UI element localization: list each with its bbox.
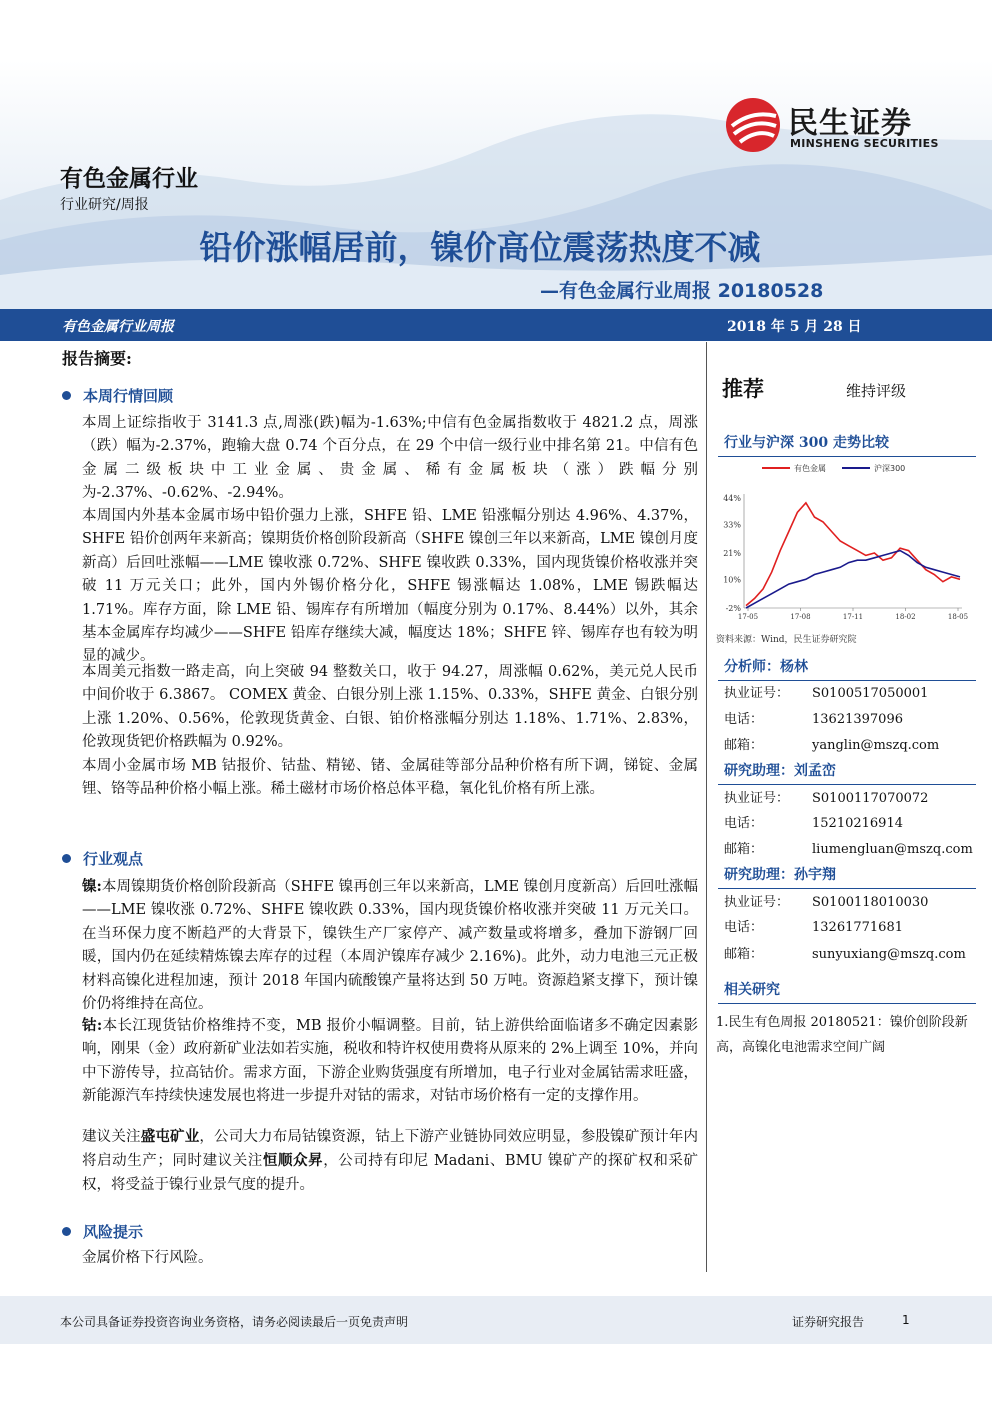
review-paragraph-1: 本周上证综指收于 3141.3 点,周涨(跌)幅为-1.63%;中信有色金属指数收于 4821.2 点，周涨（跌）幅为-2.37%，跑输大盘 0.74 个百分点，在 29 个中信一级行业中排名第 21。中信有色金属二级板块中工业金属、贵金属、稀有金属板块（涨）跌幅分别为-2.37%、-0.62%、-2.94%。	[82, 415, 698, 502]
page-number: 1	[902, 1313, 910, 1327]
review-paragraph-3: 本周美元指数一路走高，向上突破 94 整数关口，收于 94.27，周涨幅 0.62%，美元兑人民币中间价收于 6.3867。 COMEX 黄金、白银分别上涨 1.15%、0.33%，SHFE 黄金、白银分别上涨 1.20%、0.56%，伦敦现货黄金、白银、铂价格涨幅分别达 1.18%、1.71%、2.83%，伦敦现货钯价格跌幅为 0.92%。	[82, 664, 698, 751]
assistant1-heading: 研究助理：刘孟峦	[718, 756, 976, 785]
risk-text: 金属价格下行风险。	[82, 1250, 213, 1266]
assistant1-email: 邮箱： liumengluan@mszq.com	[724, 842, 973, 857]
assistant2-cert: 执业证号： S0100118010030	[724, 895, 929, 910]
bullet-icon	[62, 1227, 71, 1236]
cobalt-paragraph: 钴:本长江现货钴价格维持不变，MB 报价小幅调整。目前，钴上游供给面临诸多不确定因素影响，刚果（金）政府新矿业法如若实施，税收和特许权使用费将从原来的 2%上调至 10%，并向中下游传导，拉高钴价。需求方面，下游企业购货强度有所增加，电子行业对金属钴需求旺盛，新能源汽车持续快速发展也将进一步提升对钴的需求，对钴市场价格有一定的支撑作用。	[82, 1017, 698, 1105]
y-tick-label: -2%	[725, 604, 741, 613]
minsheng-logo-icon	[722, 96, 784, 154]
assistant2-heading: 研究助理：孙宇翔	[718, 860, 976, 889]
suggestion-paragraph: 建议关注盛屯矿业，公司大力布局钴镍资源，钴上下游产业链协同效应明显，参股镍矿预计年内将启动生产；同时建议关注恒顺众昇，公司持有印尼 Madani、BMU 镍矿产的探矿权和采矿权，将受益于镍行业景气度的提升。	[82, 1128, 699, 1193]
x-tick-label: 18-02	[895, 613, 916, 621]
analyst-cert: 执业证号： S0100517050001	[724, 686, 929, 701]
footer-disclaimer: 本公司具备证券投资咨询业务资格，请务必阅读最后一页免责声明	[60, 1315, 409, 1329]
chart-heading: 行业与沪深 300 走势比较	[718, 428, 976, 457]
bullet-icon	[62, 391, 71, 400]
y-axis	[723, 494, 744, 613]
report-title: 铅价涨幅居前，镍价高位震荡热度不减	[199, 228, 761, 267]
company-1: 盛屯矿业	[140, 1128, 200, 1145]
brand-name-en: MINSHENG SECURITIES	[790, 137, 939, 150]
chart-source: 资料来源：Wind，民生证券研究院	[716, 635, 857, 645]
section-risk: 风险提示	[62, 1221, 143, 1242]
bullet-icon	[62, 854, 71, 863]
legend-label: 沪深300	[874, 464, 906, 473]
brand-name-cn: 民生证券	[788, 106, 912, 141]
related-heading: 相关研究	[718, 975, 976, 1004]
report-type: 行业研究/周报	[60, 197, 149, 213]
column-divider	[706, 342, 707, 1272]
x-axis	[738, 608, 968, 621]
report-date: 2018 年 5 月 28 日	[727, 319, 862, 335]
brand-logo	[722, 96, 962, 156]
series-line-1	[746, 551, 960, 608]
x-tick-label: 18-05	[947, 613, 969, 621]
x-tick-label: 17-08	[790, 613, 811, 621]
assistant2-email: 邮箱： sunyuxiang@mszq.com	[724, 947, 966, 962]
bar-report-name: 有色金属行业周报	[62, 319, 174, 335]
y-tick-label: 10%	[723, 575, 741, 585]
review-paragraph-2: 本周国内外基本金属市场中铅价强力上涨，SHFE 铅、LME 铅涨幅分别达 4.96%、4.37%，SHFE 铅价创两年来新高；镍期货价格创阶段新高（SHFE 镍创三年以来新高，LME 镍创月度新高）后回吐涨幅——LME 镍收涨 0.72%、SHFE 镍收跌 0.33%，国内现货镍价格收涨并突破 11 万元关口；此外，国内外锡价格分化，SHFE 锡涨幅达 1.08%，LME 锡跌幅达 1.71%。库存方面，除 LME 铅、锡库存有所增加（幅度分别为 0.17%、8.44%）以外，其余基本金属库存均减少——SHFE 铅库存继续大减，幅度达 18%；SHFE 锌、锡库存也有较为明显的减少。	[82, 508, 698, 665]
y-tick-label: 33%	[723, 520, 741, 530]
y-tick-label: 21%	[723, 549, 741, 558]
section-weekly-review: 本周行情回顾	[62, 385, 173, 406]
assistant1-cert: 执业证号： S0100117070072	[724, 791, 929, 806]
analyst-phone: 电话： 13621397096	[724, 712, 903, 727]
report-subtitle: —有色金属行业周报 20180528	[540, 280, 824, 302]
x-tick-label: 17-11	[842, 613, 864, 621]
y-tick-label: 44%	[723, 494, 741, 503]
analyst-email: 邮箱： yanglin@mszq.com	[724, 738, 940, 753]
x-tick-label: 17-05	[737, 613, 759, 621]
footer-label: 证券研究报告	[792, 1315, 865, 1329]
company-2: 恒顺众昇	[262, 1152, 324, 1170]
chart-lines	[746, 503, 960, 608]
section-industry-view: 行业观点	[62, 848, 143, 869]
nickel-label: 镍:	[82, 878, 102, 895]
related-report-link[interactable]: 1.民生有色周报 20180521：镍价创阶段新高，高镍化电池需求空间广阔	[716, 1015, 968, 1055]
summary-heading: 报告摘要:	[62, 349, 132, 368]
rating: 维持评级	[846, 382, 907, 400]
nickel-paragraph: 镍:本周镍期货价格创阶段新高（SHFE 镍再创三年以来新高，LME 镍创月度新高）后回吐涨幅——LME 镍收涨 0.72%、SHFE 镍收跌 0.33%，国内现货镍价格收涨并突破 11 万元关口。在当环保力度不断趋严的大背景下，镍铁生产厂家停产、减产数量或将增多，叠加下游钢厂回暖，国内仍在延续精炼镍去库存的过程（本周沪镍库存减少 2.16%)。此外，动力电池三元正极材料高镍化进程加速，预计 2018 年国内硫酸镍产量将达到 50 万吨。资源趋紧支撑下，预计镍价仍将维持在高位。	[82, 878, 699, 1013]
analyst-heading: 分析师：杨林	[718, 652, 976, 681]
chart-legend	[762, 463, 905, 473]
assistant2-phone: 电话： 13261771681	[724, 920, 903, 935]
industry-name: 有色金属行业	[60, 166, 198, 192]
cobalt-label: 钴:	[82, 1017, 103, 1034]
trend-chart	[714, 458, 974, 628]
assistant1-phone: 电话： 15210216914	[724, 816, 903, 831]
review-paragraph-4: 本周小金属市场 MB 钴报价、钴盐、精铋、锗、金属硅等部分品种价格有所下调，锑锭、金属锂、铬等品种价格小幅上涨。稀土磁材市场价格总体平稳，氧化钆价格有所上涨。	[82, 758, 698, 798]
legend-label: 有色金属	[794, 464, 826, 473]
recommendation: 推荐	[722, 377, 764, 401]
